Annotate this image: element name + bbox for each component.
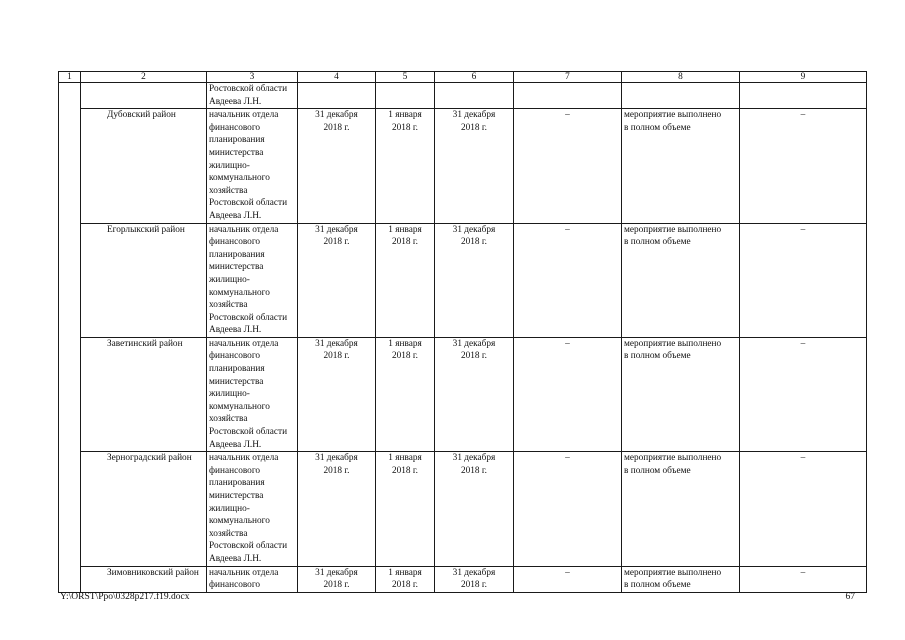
actual-end-date [435, 337, 514, 451]
header-col-3: 3 [207, 72, 298, 83]
planned-end-date [298, 337, 376, 451]
footer-file-path: Y:\ORST\Ppo\0328p217.f19.docx [60, 592, 190, 602]
actual-start-date [376, 452, 435, 566]
cell-line: хозяйства [209, 185, 248, 196]
cell-line: в полном объеме [624, 465, 691, 476]
responsible-person [207, 337, 298, 451]
cell-line: 31 декабря [452, 453, 496, 464]
cell-line: 1 января [388, 338, 422, 349]
actual-start-date [376, 337, 435, 451]
col9-value: – [740, 452, 867, 566]
cell-line: 31 декабря [452, 338, 496, 349]
district-name: Егорлыкский район [81, 223, 207, 337]
cell-line: 31 декабря [315, 567, 358, 578]
continuation-responsible [207, 83, 298, 109]
cell-line: 2018 г. [460, 465, 487, 476]
cell-line: планирования [209, 249, 265, 260]
col9-value: – [740, 337, 867, 451]
measures-table [58, 71, 867, 593]
result-text [622, 223, 740, 337]
continuation-col9 [740, 83, 867, 109]
cell-line: начальник отдела [209, 453, 279, 464]
header-col-8: 8 [622, 72, 740, 83]
district-name: Зерноградский район [81, 452, 207, 566]
actual-end-date [435, 109, 514, 223]
continuation-line: Авдеева Л.Н. [209, 96, 262, 107]
cell-line: в полном объеме [624, 237, 691, 248]
cell-line: 31 декабря [452, 224, 496, 235]
continuation-col4 [298, 83, 376, 109]
col9-value: – [740, 566, 867, 592]
cell-line: мероприятие выполнено [624, 110, 722, 121]
result-text [622, 452, 740, 566]
continuation-col6 [435, 83, 514, 109]
cell-line: 31 декабря [315, 453, 358, 464]
cell-line: коммунального [209, 173, 270, 184]
cell-line: хозяйства [209, 414, 248, 425]
col7-value: – [514, 337, 622, 451]
district-name: Заветинский район [81, 337, 207, 451]
continuation-col7 [514, 83, 622, 109]
cell-line: планирования [209, 135, 265, 146]
cell-line: начальник отдела [209, 224, 279, 235]
cell-line: в полном объеме [624, 351, 691, 362]
cell-line: финансового [209, 580, 261, 591]
cell-line: жилищно- [209, 503, 250, 514]
cell-line: планирования [209, 478, 265, 489]
col9-value: – [740, 223, 867, 337]
col7-value: – [514, 223, 622, 337]
cell-line: 2018 г. [460, 580, 487, 591]
header-col-9: 9 [740, 72, 867, 83]
col7-value: – [514, 452, 622, 566]
cell-line: 2018 г. [391, 122, 418, 133]
cell-line: Авдеева Л.Н. [209, 439, 262, 450]
actual-start-date [376, 566, 435, 592]
header-col-1: 1 [59, 72, 81, 83]
cell-line: в полном объеме [624, 580, 691, 591]
cell-line: Ростовской области [209, 198, 288, 209]
cell-line: 2018 г. [391, 580, 418, 591]
header-col-6: 6 [435, 72, 514, 83]
actual-start-date [376, 223, 435, 337]
district-name: Дубовский район [81, 109, 207, 223]
district-name: Зимовниковский район [81, 566, 207, 592]
cell-line: Авдеева Л.Н. [209, 553, 262, 564]
cell-line: Ростовской области [209, 541, 288, 552]
cell-line: 2018 г. [323, 237, 350, 248]
continuation-line: Ростовской области [209, 84, 288, 94]
result-text [622, 566, 740, 592]
cell-line: жилищно- [209, 389, 250, 400]
cell-line: коммунального [209, 516, 270, 527]
cell-line: начальник отдела [209, 567, 279, 578]
actual-end-date [435, 223, 514, 337]
cell-line: министерства [209, 262, 264, 273]
cell-line: Ростовской области [209, 427, 288, 438]
cell-line: Авдеева Л.Н. [209, 210, 262, 221]
cell-line: мероприятие выполнено [624, 453, 722, 464]
table-row [59, 566, 867, 592]
responsible-person [207, 452, 298, 566]
cell-line: 1 января [388, 110, 422, 121]
table-row [59, 452, 867, 566]
col7-value: – [514, 109, 622, 223]
cell-line: 2018 г. [460, 237, 487, 248]
header-col-4: 4 [298, 72, 376, 83]
cell-line: 2018 г. [323, 351, 350, 362]
cell-line: 2018 г. [391, 237, 418, 248]
cell-line: 1 января [388, 224, 422, 235]
responsible-person [207, 109, 298, 223]
cell-line: начальник отдела [209, 110, 279, 121]
cell-line: Авдеева Л.Н. [209, 325, 262, 336]
cell-line: министерства [209, 491, 264, 501]
cell-line: в полном объеме [624, 122, 691, 133]
cell-line: 2018 г. [323, 465, 350, 476]
continuation-row [59, 83, 867, 109]
result-text [622, 337, 740, 451]
cell-line: 2018 г. [323, 122, 350, 133]
table-row [59, 337, 867, 451]
cell-line: финансового [209, 351, 261, 362]
cell-line: 2018 г. [460, 351, 487, 362]
continuation-col8 [622, 83, 740, 109]
cell-line: 2018 г. [323, 580, 350, 591]
cell-line: Ростовской области [209, 312, 288, 323]
cell-line: жилищно- [209, 274, 250, 285]
planned-end-date [298, 452, 376, 566]
col9-value: – [740, 109, 867, 223]
header-col-7: 7 [514, 72, 622, 83]
cell-line: мероприятие выполнено [624, 567, 722, 578]
cell-line: начальник отдела [209, 338, 279, 349]
cell-line: 31 декабря [315, 338, 358, 349]
result-text [622, 109, 740, 223]
cell-line: 2018 г. [391, 351, 418, 362]
cell-line: хозяйства [209, 528, 248, 539]
cell-line: 31 декабря [315, 224, 358, 235]
actual-end-date [435, 566, 514, 592]
header-col-2: 2 [81, 72, 207, 83]
cell-line: 31 декабря [452, 110, 496, 121]
cell-line: 2018 г. [460, 122, 487, 133]
actual-start-date [376, 109, 435, 223]
continuation-col2 [81, 83, 207, 109]
cell-line: 2018 г. [391, 465, 418, 476]
cell-line: 1 января [388, 453, 422, 464]
table-row [59, 223, 867, 337]
cell-line: хозяйства [209, 300, 248, 311]
planned-end-date [298, 223, 376, 337]
continuation-col5 [376, 83, 435, 109]
cell-line: министерства [209, 376, 264, 387]
cell-line: министерства [209, 147, 264, 158]
responsible-person [207, 566, 298, 592]
footer-page-number: 67 [845, 592, 855, 602]
column-number-header [59, 72, 867, 83]
cell-line: мероприятие выполнено [624, 224, 722, 235]
cell-line: финансового [209, 122, 261, 133]
cell-line: 1 января [388, 567, 422, 578]
merged-number-cell [59, 83, 81, 593]
cell-line: жилищно- [209, 160, 250, 171]
cell-line: 31 декабря [452, 567, 496, 578]
cell-line: мероприятие выполнено [624, 338, 722, 349]
cell-line: финансового [209, 465, 261, 476]
header-col-5: 5 [376, 72, 435, 83]
planned-end-date [298, 109, 376, 223]
cell-line: финансового [209, 237, 261, 248]
cell-line: коммунального [209, 401, 270, 412]
actual-end-date [435, 452, 514, 566]
planned-end-date [298, 566, 376, 592]
responsible-person [207, 223, 298, 337]
cell-line: 31 декабря [315, 110, 358, 121]
cell-line: коммунального [209, 287, 270, 298]
cell-line: планирования [209, 364, 265, 375]
table-row [59, 109, 867, 223]
col7-value: – [514, 566, 622, 592]
